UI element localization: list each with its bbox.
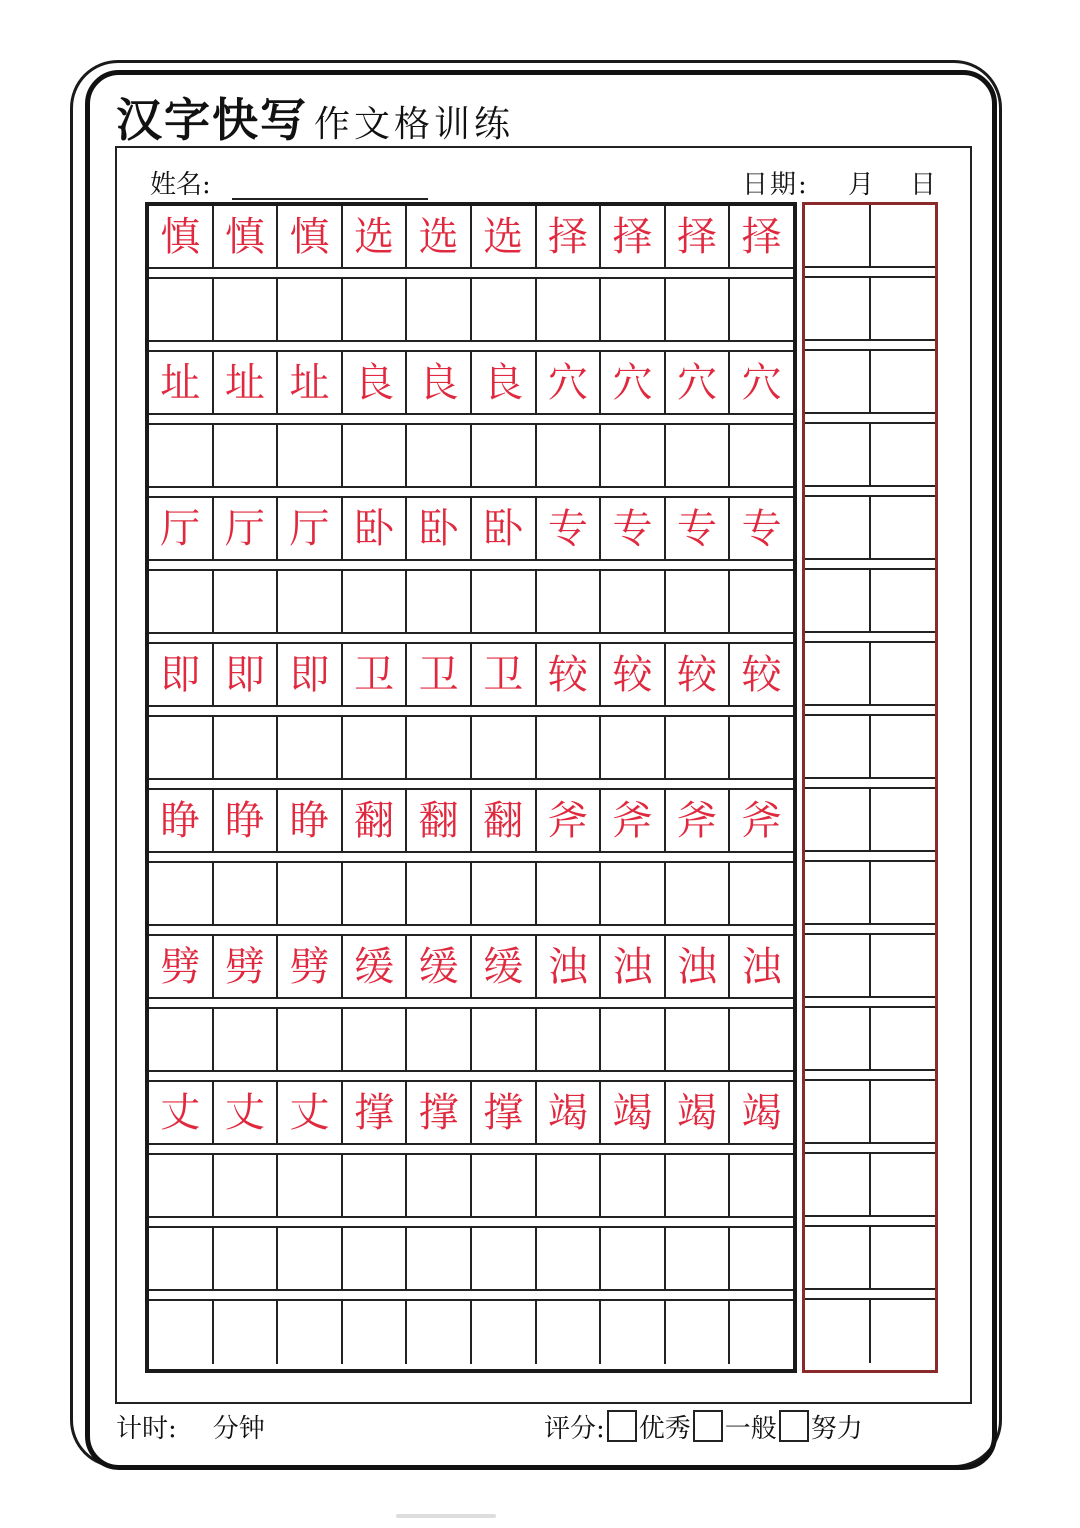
- grid-cell[interactable]: 专: [601, 498, 666, 559]
- row-gap: [805, 560, 935, 570]
- character-row: [149, 352, 793, 415]
- grid-cell[interactable]: 缓: [407, 936, 472, 997]
- grid-cell[interactable]: 良: [407, 352, 472, 413]
- practice-row: [149, 1155, 793, 1218]
- grid-cell[interactable]: [472, 1009, 537, 1070]
- grid-cell[interactable]: 卫: [472, 644, 537, 705]
- grid-cell[interactable]: [805, 351, 871, 412]
- grid-cell[interactable]: [278, 863, 343, 924]
- character-row: [149, 936, 793, 999]
- grid-cell[interactable]: [805, 935, 871, 996]
- row-gap: [149, 1218, 793, 1228]
- row-gap: [149, 1072, 793, 1082]
- grid-cell[interactable]: [871, 1081, 935, 1142]
- grid-cell[interactable]: 斧: [601, 790, 666, 851]
- grid-cell[interactable]: [601, 425, 666, 486]
- grid-cell[interactable]: 卧: [472, 498, 537, 559]
- grid-cell[interactable]: [805, 716, 871, 777]
- grid-cell[interactable]: 睁: [149, 790, 214, 851]
- grid-cell[interactable]: [730, 1301, 793, 1364]
- grid-cell[interactable]: [871, 497, 935, 558]
- row-gap: [805, 414, 935, 424]
- grid-cell[interactable]: [278, 571, 343, 632]
- timer-label: 计时:: [116, 1414, 177, 1444]
- grid-cell[interactable]: 竭: [601, 1082, 666, 1143]
- grid-cell[interactable]: 睁: [278, 790, 343, 851]
- row-gap: [805, 998, 935, 1008]
- grid-cell[interactable]: [407, 279, 472, 340]
- grid-cell[interactable]: [343, 425, 408, 486]
- grid-cell[interactable]: [805, 862, 871, 923]
- grid-cell[interactable]: [407, 571, 472, 632]
- grid-cell[interactable]: [343, 863, 408, 924]
- grid-cell[interactable]: 穴: [666, 352, 731, 413]
- grid-cell[interactable]: 即: [278, 644, 343, 705]
- grid-cell[interactable]: [666, 425, 731, 486]
- grid-cell[interactable]: 撑: [472, 1082, 537, 1143]
- minutes-label: 分钟: [212, 1414, 265, 1444]
- grid-cell[interactable]: 良: [472, 352, 537, 413]
- row-gap: [149, 707, 793, 717]
- grid-cell[interactable]: [278, 1301, 343, 1364]
- grid-cell[interactable]: [537, 571, 602, 632]
- grid-cell[interactable]: [601, 1155, 666, 1216]
- grid-cell[interactable]: [343, 1155, 408, 1216]
- score-option-excellent: 优秀: [638, 1414, 691, 1444]
- grid-cell[interactable]: [407, 425, 472, 486]
- grid-cell[interactable]: [871, 570, 935, 631]
- grid-cell[interactable]: 择: [666, 206, 731, 267]
- score-option-average: 一般: [724, 1414, 777, 1444]
- practice-row: [149, 571, 793, 634]
- grid-cell[interactable]: [278, 425, 343, 486]
- grid-cell[interactable]: [601, 1301, 666, 1364]
- side-row: [805, 1154, 935, 1217]
- month-label: 月: [848, 170, 875, 200]
- grid-cell[interactable]: [407, 717, 472, 778]
- grid-cell[interactable]: [407, 1009, 472, 1070]
- grid-cell[interactable]: 专: [741, 505, 782, 552]
- grid-cell[interactable]: [601, 717, 666, 778]
- grid-cell[interactable]: 卧: [343, 498, 408, 559]
- side-row: [805, 1008, 935, 1071]
- grid-cell[interactable]: [407, 863, 472, 924]
- grid-cell[interactable]: [214, 1155, 279, 1216]
- grid-cell[interactable]: [871, 1300, 935, 1363]
- grid-cell[interactable]: [871, 278, 935, 339]
- row-gap: [805, 268, 935, 278]
- grid-cell[interactable]: [537, 1301, 602, 1364]
- grid-cell[interactable]: [343, 279, 408, 340]
- grid-cell[interactable]: [666, 863, 731, 924]
- grid-cell[interactable]: 较: [601, 644, 666, 705]
- grid-cell[interactable]: 即: [149, 644, 214, 705]
- grid-cell[interactable]: [278, 1228, 343, 1289]
- grid-cell[interactable]: [871, 424, 935, 485]
- grid-cell[interactable]: 厅: [149, 498, 214, 559]
- grid-cell[interactable]: [805, 1081, 871, 1142]
- grid-cell[interactable]: [730, 1228, 793, 1289]
- timer-section: [116, 1408, 265, 1445]
- date-label: 日期:: [742, 170, 809, 200]
- grid-cell[interactable]: [149, 863, 214, 924]
- score-checkbox-average[interactable]: [693, 1410, 723, 1442]
- grid-cell[interactable]: 竭: [666, 1082, 731, 1143]
- grid-cell[interactable]: [149, 571, 214, 632]
- grid-cell[interactable]: [149, 1155, 214, 1216]
- practice-row: [149, 1009, 793, 1072]
- grid-cell[interactable]: [666, 279, 731, 340]
- grid-cell[interactable]: [805, 1300, 871, 1363]
- grid-cell[interactable]: 择: [601, 206, 666, 267]
- grid-cell[interactable]: [472, 1228, 537, 1289]
- grid-cell[interactable]: [805, 789, 871, 850]
- score-checkbox-excellent[interactable]: [607, 1410, 637, 1442]
- character-row: [149, 206, 793, 269]
- row-gap: [149, 1291, 793, 1301]
- grid-cell[interactable]: [343, 571, 408, 632]
- grid-cell[interactable]: 慎: [149, 206, 214, 267]
- grid-cell[interactable]: [537, 1228, 602, 1289]
- grid-cell[interactable]: [149, 425, 214, 486]
- row-gap: [149, 1145, 793, 1155]
- grid-cell[interactable]: 址: [214, 352, 279, 413]
- name-field[interactable]: [232, 198, 428, 200]
- practice-row: [149, 863, 793, 926]
- row-gap: [149, 342, 793, 352]
- grid-cell[interactable]: [666, 1155, 731, 1216]
- grid-cell[interactable]: [871, 1008, 935, 1069]
- score-checkbox-effort[interactable]: [779, 1410, 809, 1442]
- row-gap: [149, 269, 793, 279]
- grid-cell[interactable]: [472, 1301, 537, 1364]
- grid-cell[interactable]: [149, 1009, 214, 1070]
- grid-cell[interactable]: 劈: [278, 936, 343, 997]
- row-gap: [805, 925, 935, 935]
- grid-cell[interactable]: [730, 571, 793, 632]
- row-gap: [805, 1144, 935, 1154]
- title-main: 汉字快写: [116, 93, 308, 147]
- grid-cell[interactable]: [805, 643, 871, 704]
- grid-cell[interactable]: 较: [537, 644, 602, 705]
- character-row: [149, 1082, 793, 1145]
- grid-cell[interactable]: [871, 1154, 935, 1215]
- grid-cell[interactable]: 浊: [537, 936, 602, 997]
- row-gap: [805, 779, 935, 789]
- grid-cell[interactable]: 厅: [278, 498, 343, 559]
- grid-cell[interactable]: [149, 717, 214, 778]
- side-row: [805, 716, 935, 779]
- grid-cell[interactable]: 卧: [407, 498, 472, 559]
- grid-cell[interactable]: 慎: [214, 206, 279, 267]
- grid-cell[interactable]: 浊: [741, 943, 782, 990]
- grid-cell[interactable]: [278, 717, 343, 778]
- grid-cell[interactable]: 浊: [666, 936, 731, 997]
- grid-cell[interactable]: [537, 863, 602, 924]
- grid-cell[interactable]: 址: [149, 352, 214, 413]
- side-row: [805, 643, 935, 706]
- grid-cell[interactable]: [214, 863, 279, 924]
- row-gap: [149, 634, 793, 644]
- grid-cell[interactable]: [472, 1155, 537, 1216]
- practice-row: [149, 279, 793, 342]
- side-row: [805, 1227, 935, 1290]
- grid-cell[interactable]: [730, 863, 793, 924]
- grid-cell[interactable]: [805, 205, 871, 266]
- row-gap: [149, 415, 793, 425]
- grid-cell[interactable]: [871, 351, 935, 412]
- grid-cell[interactable]: 丈: [214, 1082, 279, 1143]
- grid-cell[interactable]: 选: [407, 206, 472, 267]
- grid-cell[interactable]: [214, 279, 279, 340]
- grid-cell[interactable]: [214, 1009, 279, 1070]
- side-row: [805, 205, 935, 268]
- grid-cell[interactable]: 即: [214, 644, 279, 705]
- grid-cell[interactable]: [730, 425, 793, 486]
- grid-cell[interactable]: 选: [343, 206, 408, 267]
- grid-cell[interactable]: 缓: [343, 936, 408, 997]
- grid-cell[interactable]: 择: [741, 213, 782, 260]
- grid-cell[interactable]: [666, 1301, 731, 1364]
- grid-cell[interactable]: [343, 1228, 408, 1289]
- grid-cell[interactable]: [149, 1228, 214, 1289]
- grid-cell[interactable]: 竭: [741, 1089, 782, 1136]
- grid-cell[interactable]: [214, 1228, 279, 1289]
- character-row: [149, 498, 793, 561]
- side-row: [805, 497, 935, 560]
- grid-cell[interactable]: [343, 1009, 408, 1070]
- grid-cell[interactable]: [472, 571, 537, 632]
- score-section: [544, 1408, 863, 1445]
- grid-cell[interactable]: 翻: [472, 790, 537, 851]
- row-gap: [149, 488, 793, 498]
- row-gap: [149, 926, 793, 936]
- row-gap: [149, 853, 793, 863]
- side-row: [805, 424, 935, 487]
- side-row: [805, 1081, 935, 1144]
- grid-cell[interactable]: [666, 571, 731, 632]
- side-row: [805, 862, 935, 925]
- scan-edge-mark: [396, 1514, 496, 1518]
- grid-cell[interactable]: 较: [741, 651, 782, 698]
- side-row: [805, 1300, 935, 1363]
- grid-cell[interactable]: 穴: [537, 352, 602, 413]
- side-practice-column: [802, 202, 938, 1373]
- grid-cell[interactable]: [472, 279, 537, 340]
- grid-cell[interactable]: [730, 1155, 793, 1216]
- row-gap: [149, 561, 793, 571]
- grid-cell[interactable]: [601, 571, 666, 632]
- grid-cell[interactable]: [214, 1301, 279, 1364]
- grid-cell[interactable]: 穴: [601, 352, 666, 413]
- grid-cell[interactable]: 撑: [343, 1082, 408, 1143]
- row-gap: [805, 633, 935, 643]
- grid-cell[interactable]: [537, 279, 602, 340]
- grid-cell[interactable]: 睁: [214, 790, 279, 851]
- side-row: [805, 789, 935, 852]
- grid-cell[interactable]: 专: [537, 498, 602, 559]
- grid-cell[interactable]: 选: [472, 206, 537, 267]
- grid-cell[interactable]: 斧: [666, 790, 731, 851]
- grid-cell[interactable]: [871, 935, 935, 996]
- grid-cell[interactable]: [805, 1154, 871, 1215]
- grid-cell[interactable]: [601, 1009, 666, 1070]
- grid-cell[interactable]: 穴: [741, 359, 782, 406]
- grid-cell[interactable]: [805, 424, 871, 485]
- grid-cell[interactable]: [214, 571, 279, 632]
- grid-cell[interactable]: 竭: [537, 1082, 602, 1143]
- grid-cell[interactable]: [805, 278, 871, 339]
- grid-cell[interactable]: [472, 717, 537, 778]
- grid-cell[interactable]: [805, 497, 871, 558]
- practice-row: [149, 1228, 793, 1291]
- side-row: [805, 570, 935, 633]
- grid-cell[interactable]: [149, 1301, 214, 1364]
- grid-cell[interactable]: [278, 1155, 343, 1216]
- row-gap: [805, 1071, 935, 1081]
- row-gap: [805, 1217, 935, 1227]
- grid-cell[interactable]: [666, 1009, 731, 1070]
- grid-cell[interactable]: [343, 717, 408, 778]
- side-row: [805, 351, 935, 414]
- grid-cell[interactable]: [805, 1008, 871, 1069]
- grid-cell[interactable]: 斧: [741, 797, 782, 844]
- grid-cell[interactable]: [407, 1155, 472, 1216]
- grid-cell[interactable]: [278, 1009, 343, 1070]
- practice-row: [149, 717, 793, 780]
- worksheet-title: [116, 84, 514, 150]
- grid-cell[interactable]: [871, 862, 935, 923]
- grid-cell[interactable]: 址: [278, 352, 343, 413]
- grid-cell[interactable]: [214, 425, 279, 486]
- grid-cell[interactable]: 斧: [537, 790, 602, 851]
- practice-grid: [145, 202, 797, 1373]
- grid-cell[interactable]: 撑: [407, 1082, 472, 1143]
- grid-cell[interactable]: 丈: [278, 1082, 343, 1143]
- grid-cell[interactable]: [805, 570, 871, 631]
- grid-cell[interactable]: 卫: [343, 644, 408, 705]
- grid-cell[interactable]: 厅: [214, 498, 279, 559]
- grid-cell[interactable]: 良: [343, 352, 408, 413]
- grid-cell[interactable]: [472, 425, 537, 486]
- grid-cell[interactable]: [407, 1228, 472, 1289]
- grid-cell[interactable]: [871, 789, 935, 850]
- score-option-effort: 努力: [810, 1414, 863, 1444]
- grid-cell[interactable]: 专: [666, 498, 731, 559]
- name-label: 姓名:: [150, 170, 211, 200]
- character-row: [149, 790, 793, 853]
- grid-cell[interactable]: [149, 279, 214, 340]
- row-gap: [805, 706, 935, 716]
- grid-cell[interactable]: 丈: [149, 1082, 214, 1143]
- grid-cell[interactable]: [537, 1009, 602, 1070]
- grid-cell[interactable]: [472, 863, 537, 924]
- grid-cell[interactable]: [666, 1228, 731, 1289]
- grid-cell[interactable]: [537, 425, 602, 486]
- grid-cell[interactable]: [666, 717, 731, 778]
- row-gap: [805, 487, 935, 497]
- grid-cell[interactable]: [537, 717, 602, 778]
- grid-cell[interactable]: [601, 279, 666, 340]
- grid-cell[interactable]: [871, 716, 935, 777]
- day-label: 日: [910, 170, 937, 200]
- practice-row: [149, 425, 793, 488]
- grid-cell[interactable]: 劈: [149, 936, 214, 997]
- grid-cell[interactable]: [730, 717, 793, 778]
- grid-cell[interactable]: 较: [666, 644, 731, 705]
- score-label: 评分:: [544, 1414, 605, 1444]
- grid-cell[interactable]: [278, 279, 343, 340]
- grid-cell[interactable]: [214, 717, 279, 778]
- grid-cell[interactable]: [537, 1155, 602, 1216]
- side-row: [805, 935, 935, 998]
- grid-cell[interactable]: [343, 1301, 408, 1364]
- row-gap: [149, 780, 793, 790]
- grid-cell[interactable]: 卫: [407, 644, 472, 705]
- grid-cell[interactable]: [871, 1227, 935, 1288]
- row-gap: [805, 1290, 935, 1300]
- grid-cell[interactable]: [601, 1228, 666, 1289]
- grid-cell[interactable]: 缓: [472, 936, 537, 997]
- grid-cell[interactable]: 浊: [601, 936, 666, 997]
- title-sub: 作文格训练: [314, 104, 515, 145]
- row-gap: [805, 852, 935, 862]
- grid-cell[interactable]: [730, 279, 793, 340]
- practice-row: [149, 1301, 793, 1364]
- grid-cell[interactable]: [871, 643, 935, 704]
- grid-cell[interactable]: [871, 205, 935, 266]
- grid-cell[interactable]: 慎: [278, 206, 343, 267]
- grid-cell[interactable]: [407, 1301, 472, 1364]
- character-row: [149, 644, 793, 707]
- grid-cell[interactable]: [601, 863, 666, 924]
- row-gap: [149, 999, 793, 1009]
- grid-cell[interactable]: 劈: [214, 936, 279, 997]
- grid-cell[interactable]: [730, 1009, 793, 1070]
- side-row: [805, 278, 935, 341]
- grid-cell[interactable]: 翻: [343, 790, 408, 851]
- grid-cell[interactable]: [805, 1227, 871, 1288]
- grid-cell[interactable]: 择: [537, 206, 602, 267]
- grid-cell[interactable]: 翻: [407, 790, 472, 851]
- row-gap: [805, 341, 935, 351]
